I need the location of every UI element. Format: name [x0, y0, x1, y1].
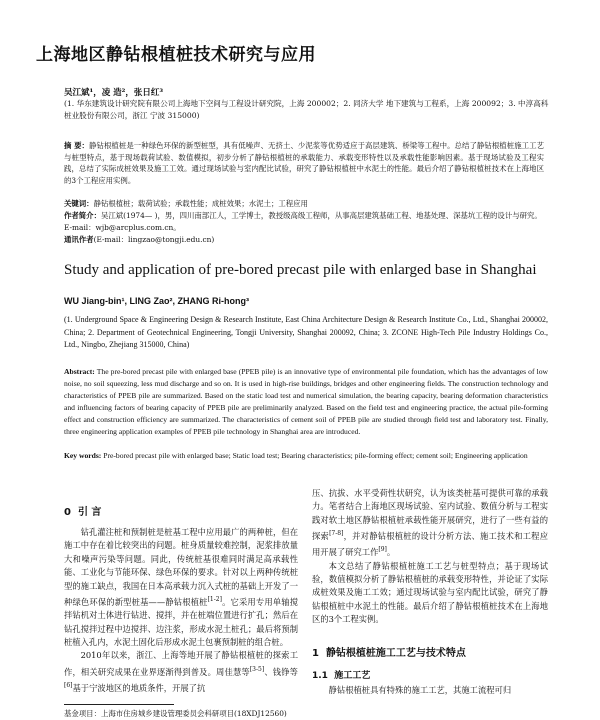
english-abstract: [64, 366, 548, 438]
section-1-title: 静钻根植桩施工工艺与技术特点: [325, 648, 466, 659]
right-column: [312, 487, 548, 627]
citation-3-5: [3-5]: [249, 665, 265, 673]
section-1-1-heading: [312, 668, 370, 681]
footnote-rule: [64, 704, 174, 705]
english-authors: WU Jiang-bin¹, LING Zao², ZHANG Ri-hong³: [64, 296, 249, 306]
citation-6: [6]: [64, 682, 73, 689]
english-keywords-text: Pre-bored precast pile with enlarged base; Static load test; Bearing characteristics; pile-forming effect; cement soil; Engineering application: [103, 451, 528, 460]
author-bio-text: 吴江斌(1974— )，男，四川南部江人，工学博士，教授级高级工程师，从事高层建筑基础工程、地基处理、深基坑工程的设计与研究。E-mail：wjb@arcplus.com.cn。: [64, 211, 542, 232]
section-1-number: 1: [312, 648, 319, 659]
section-0-heading: [64, 503, 101, 518]
left-column: [64, 526, 298, 695]
corresponding-label: 通讯作者: [64, 235, 94, 244]
chinese-abstract-text: 静钻根植桩是一种绿色环保的新型桩型，具有低噪声、无挤土、少泥浆等优势适应于高层建筑、桥梁等工程中。总结了静钻根植桩施工工艺与桩型特点，基于现场载荷试验、数值模拟，初步分析了静钻根植桩的承载能力、承载变形特性以及承载性能影响因素。基于现场试验及工程实践，总结了实际成桩效果及施工工效。通过现场试验与室内配比试验，研究了静钻根植桩中水泥土的性能。最后介绍了静钻根植桩技术在上海地区的3个工程应用实例。: [64, 141, 544, 185]
chinese-authors: 吴江斌¹，凌 造²，张日红³: [64, 88, 164, 98]
intro-p2-tail: 基于宁波地区的地质条件，开展了抗: [72, 682, 206, 693]
citation-7-8: [7-8]: [329, 530, 344, 538]
section-1-heading: [312, 644, 466, 659]
english-title: Study and application of pre-bored precast pile with enlarged base in Shanghai: [64, 262, 537, 278]
english-keywords-label: Key words:: [64, 451, 102, 460]
chinese-abstract: [64, 140, 544, 186]
intro-p2-text: 2010年以来，浙江、上海等地开展了静钻根植桩的探索工作，相关研究成果在业界逐渐得到普及。周佳慧等: [64, 650, 298, 677]
right-paragraph-1: [312, 487, 548, 560]
right-p1-text: 压、抗拔、水平受荷性状研究，认为该类桩基可提供可靠的承载力。笔者结合上海地区现场试验、室内试验、数值分析与工程实践对软土地区静钻根植桩承载性能开展研究，进行了一些有益的探索: [312, 488, 548, 541]
right-p1-tail: ，并对静钻根植桩的设计分析方法、施工技术和工程应用开展了研究工作: [312, 530, 548, 558]
citation-1-2: [1-2]: [207, 596, 222, 604]
chinese-keywords-text: 静钻根植桩；载荷试验；承载性能；成桩效果；水泥土；工程应用: [93, 199, 308, 208]
section-1-1-title: 施工工艺: [334, 671, 371, 681]
right-p1-end: 。: [386, 547, 396, 558]
citation-9: [9]: [378, 546, 387, 554]
english-abstract-label: Abstract:: [64, 367, 95, 376]
chinese-keywords: [64, 198, 544, 210]
funding-footnote: 基金项目：上海市住房城乡建设管理委员会科研项目(18XDJ12560): [64, 709, 287, 718]
intro-paragraph-1: [64, 526, 298, 649]
right-column-tail: [312, 684, 548, 697]
corresponding-email: (E-mail：lingzao@tongji.edu.cn): [93, 235, 215, 244]
chinese-title: 上海地区静钻根植桩技术研究与应用: [36, 45, 316, 65]
chinese-affiliation: (1. 华东建筑设计研究院有限公司上海地下空间与工程设计研究院，上海 200002；2. 同济大学 地下建筑与工程系，上海 200092；3. 中淳高科桩业股份有限公司，浙江 宁波 315000): [64, 99, 549, 120]
chinese-abstract-label: 摘 要：: [64, 141, 90, 150]
english-keywords: [64, 450, 548, 462]
section-0-number: 0: [64, 507, 71, 518]
author-bio-label: 作者简介：: [64, 211, 101, 220]
right-paragraph-2: 本文总结了静钻根植桩施工工艺与桩型特点；基于现场试验，数值模拟分析了静钻根植桩的承载变形特性，并论证了实际成桩效果及施工工效；通过现场试验与室内配比试验，研究了静钻根植桩中水泥土的性能。最后介绍了静钻根植桩技术在上海地区的3个工程实例。: [312, 560, 548, 625]
english-abstract-text: The pre-bored precast pile with enlarged base (PPEB pile) is an innovative type of environmental pile foundation, which has the advantages of low noise, no soil squeezing, less mud discharge and so on. It is used in high-rise buildings, bridges and other engineering fields. The construction technology and characteristics of PPEB pile are summarized. Based on the static load test and numerical simulation, the bearing capacity, bearing deformation characteristics and influencing factors of bearing capacity of PPEB pile are preliminarily analyzed. Based on the field test and engineering practice, the actual pile-forming effect and construction efficiency are summarized. The characteristics of cement soil of PPEB pile are studied through field test and laboratory test. Finally, three engineering application examples of PPEB pile technology in Shanghai area are introduced.: [64, 367, 548, 436]
intro-p1-tail: 。它采用专用单轴搅拌钻机对土体进行钻进、搅拌，并在桩端位置进行扩孔；然后在钻孔搅拌过程中边搅拌、边注浆，形成水泥土桩孔；最后将预制桩植入孔内，水泥土固化后形成水泥土包裹预制桩的组合桩。: [64, 596, 298, 648]
section-1-1-number: 1.1: [312, 671, 328, 681]
english-affiliation: (1. Underground Space & Engineering Design & Research Institute, East China Architecture Design & Research Institute Co., Ltd., Shanghai 200002, China; 2. Department of Geotechnical Engineering, Tongji University, Shanghai 200092, China; 3. ZCONE High-Tech Pile Industry Holdings Co., Ltd., Ningbo, Zhejiang 315000, China): [64, 315, 548, 349]
corresponding-author: [64, 234, 544, 246]
section-0-title: 引 言: [77, 507, 102, 518]
intro-p2-mid: 、钱铮等: [264, 666, 298, 677]
intro-p1-text: 钻孔灌注桩和预制桩是桩基工程中应用最广的两种桩，但在施工中存在着比较突出的问题。桩身质量较难控制，泥浆排放量大和噪声污染等问题。同此，传统桩基很难同时满足高承载性能、工业化与节能环保、绿色环保的要求。针对以上两种传统桩型的施工缺点，我国在日本高承载力沉入式桩的基础上开发了一种绿色环保的新型桩基——静钻根植桩: [64, 527, 298, 607]
chinese-keywords-label: 关键词：: [64, 199, 94, 208]
chinese-author-bio: [64, 210, 544, 233]
right-paragraph-3: 静钻根植桩具有特殊的施工工艺，其施工流程可归: [328, 685, 512, 695]
intro-paragraph-2: [64, 649, 298, 695]
